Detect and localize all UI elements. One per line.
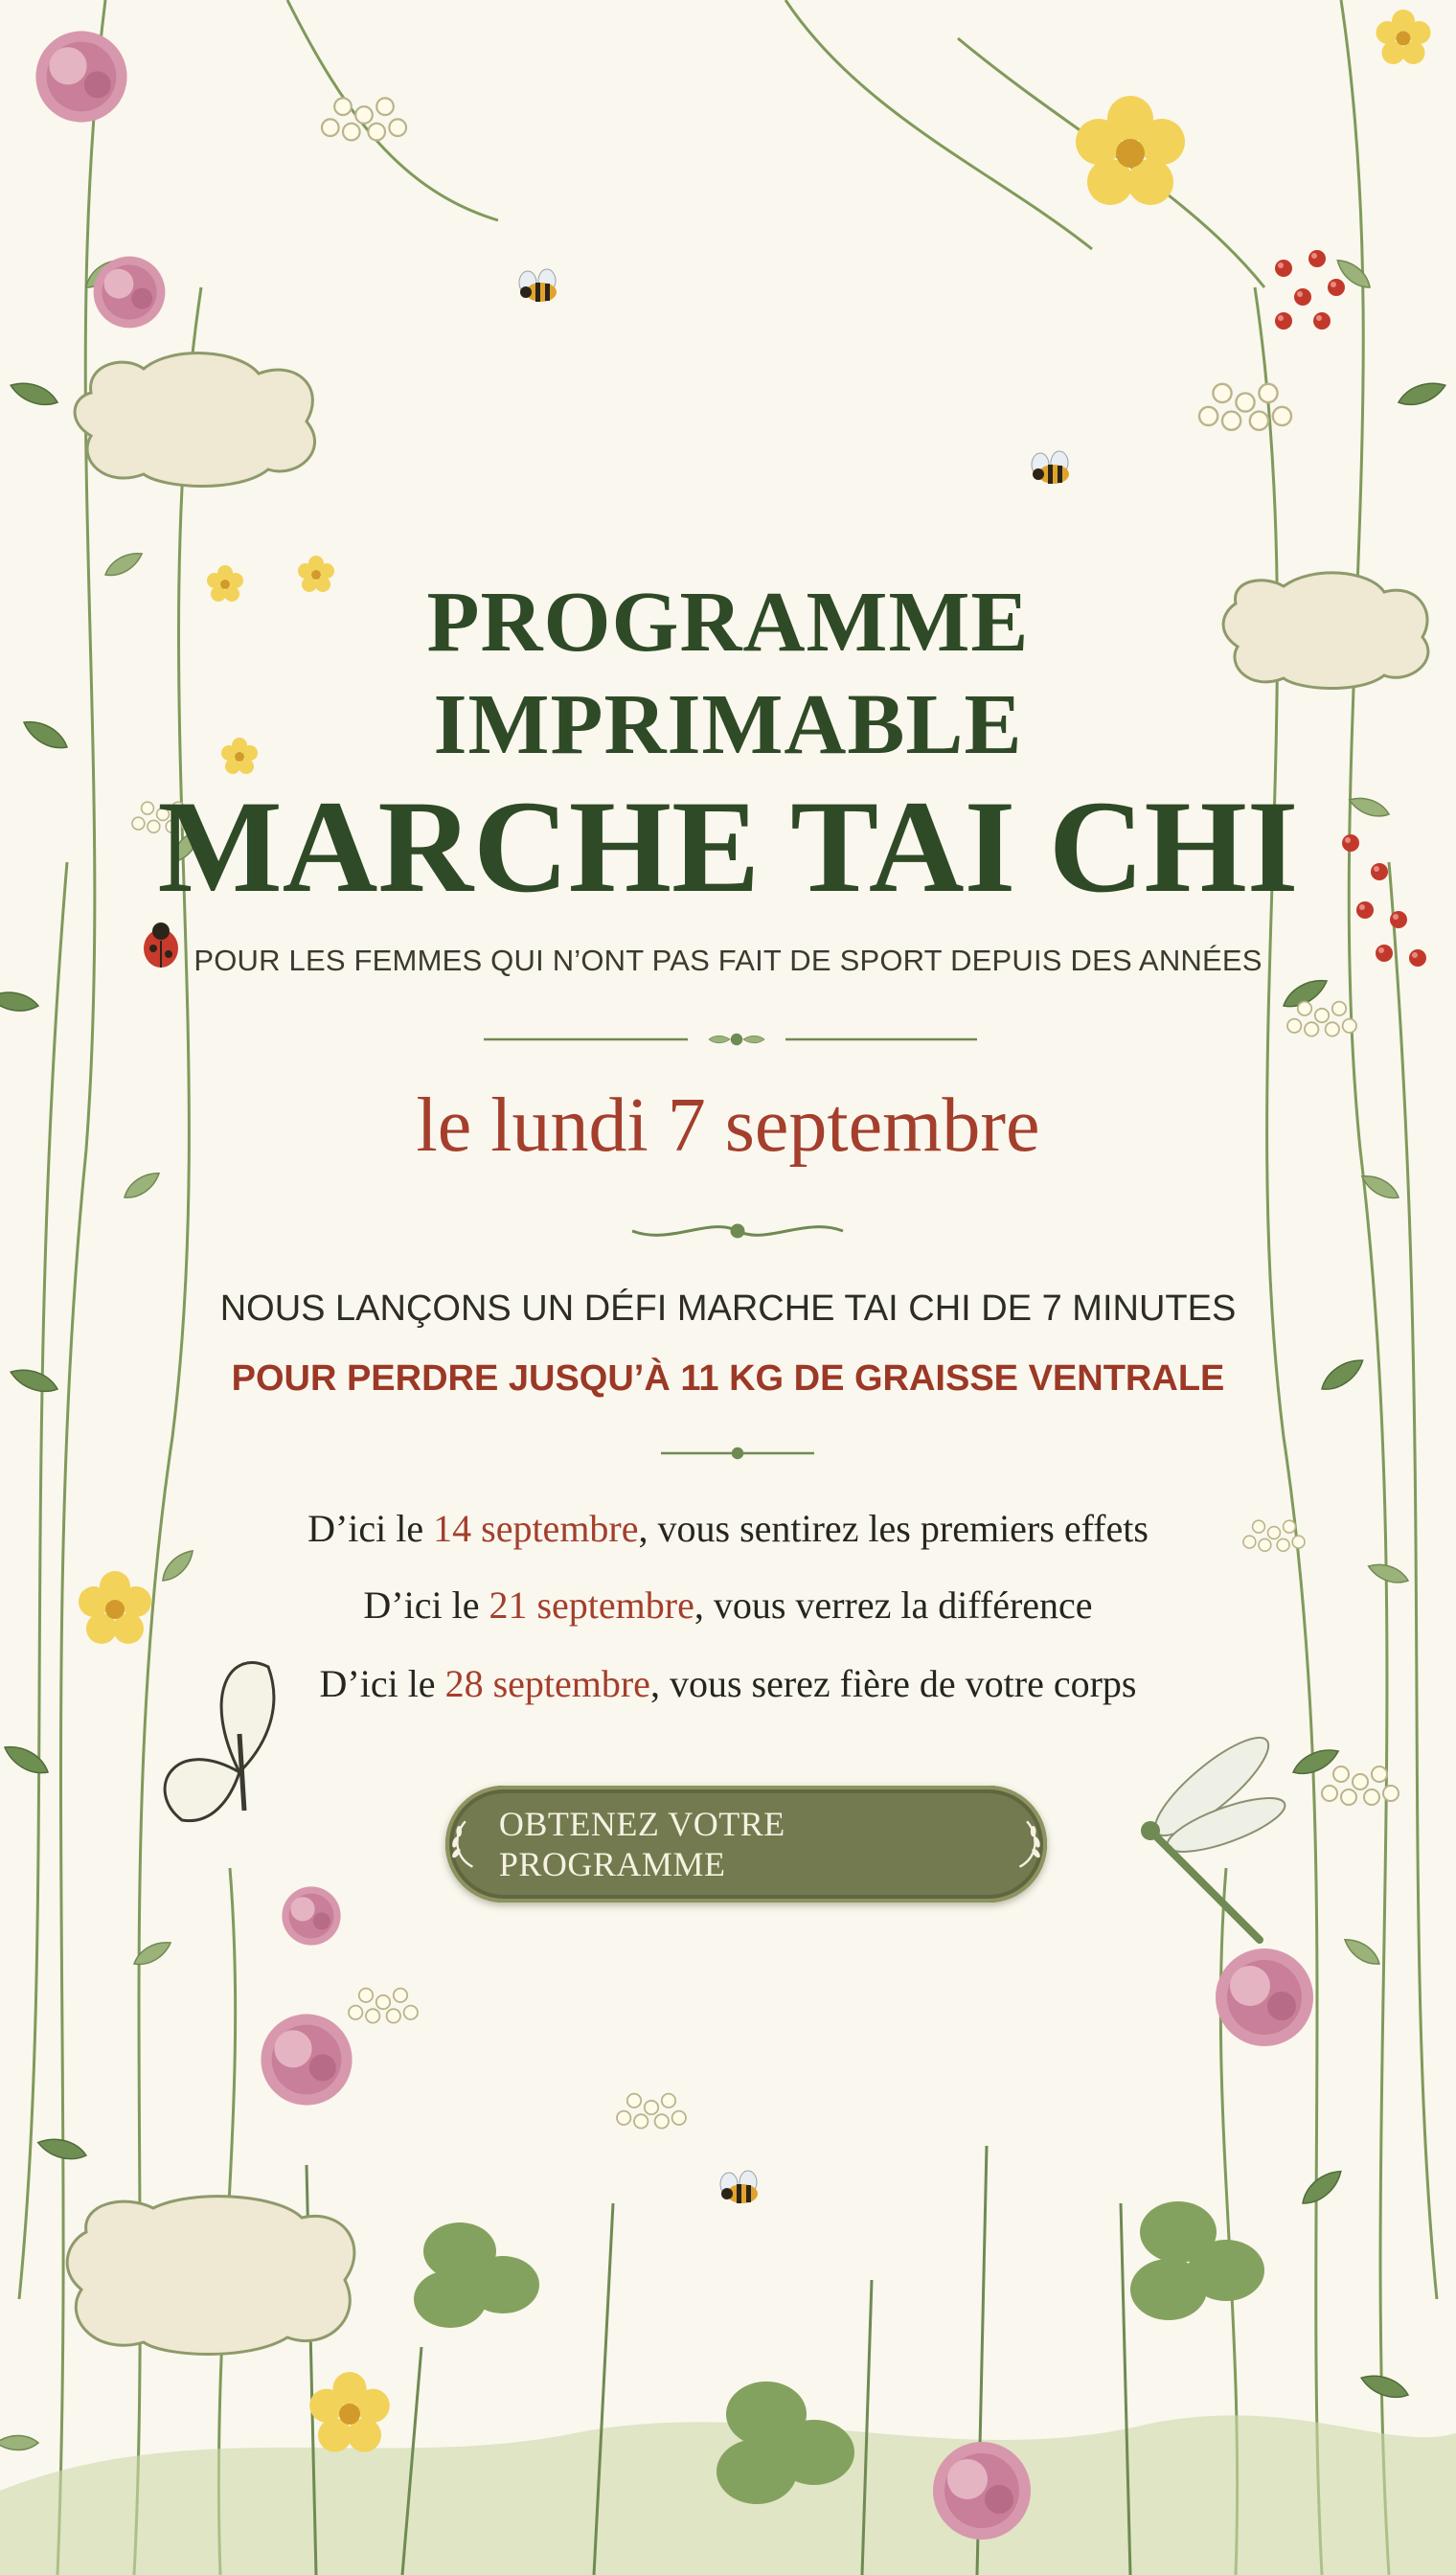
subtitle: POUR LES FEMMES QUI N’ONT PAS FAIT DE SPORT DEPUIS DES ANNÉES [193,944,1263,977]
milestone-text: , vous verrez la différence [694,1584,1093,1627]
laurel-icon [1011,1815,1047,1873]
milestone-item [0,1661,1456,1706]
page-title: MARCHE TAI CHI [157,773,1299,920]
milestone-prefix: D’ici le [307,1507,434,1550]
get-program-button[interactable] [445,1786,1047,1903]
dragonfly-icon [1141,1724,1290,1940]
clover-flower-icon [35,31,126,122]
challenge-line: NOUS LANÇONS UN DÉFI MARCHE TAI CHI DE 7 MINUTES [219,1288,1237,1329]
laurel-icon [445,1815,482,1873]
milestone-date: 21 septembre [489,1584,694,1627]
bee-icon [519,269,557,302]
milestone-date: 14 septembre [433,1507,639,1550]
milestone-text: , vous sentirez les premiers effets [638,1507,1149,1550]
title-line-imprimable: IMPRIMABLE [433,677,1023,772]
launch-date: le lundi 7 septembre [416,1083,1040,1168]
milestone-text: , vous serez fière de votre corps [649,1662,1137,1705]
milestone-prefix: D’ici le [363,1584,489,1627]
milestone-item [0,1583,1456,1628]
get-program-button-label: OBTENEZ VOTRE PROGRAMME [498,1805,785,1883]
challenge-goal-line: POUR PERDRE JUSQU’À 11 KG DE GRAISSE VENTRALE [231,1358,1225,1399]
milestone-item [0,1506,1456,1551]
flourish-divider-icon [484,1035,977,1044]
milestone-prefix: D’ici le [319,1662,445,1705]
title-line-programme: PROGRAMME [426,575,1030,670]
milestone-date: 28 septembre [444,1662,650,1705]
